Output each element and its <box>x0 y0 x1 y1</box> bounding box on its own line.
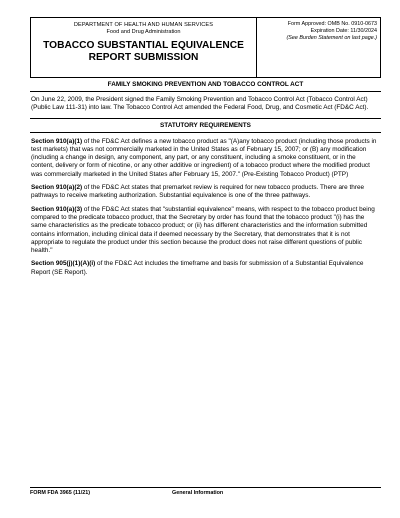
statutory-paragraph <box>30 260 381 277</box>
statutory-paragraph <box>30 184 381 201</box>
statutory-paragraph <box>30 138 381 179</box>
section-heading-statutory: STATUTORY REQUIREMENTS <box>30 118 381 133</box>
agency-name: Food and Drug Administration <box>106 29 181 35</box>
department-name: DEPARTMENT OF HEALTH AND HUMAN SERVICES <box>73 22 214 28</box>
form-header <box>30 17 381 78</box>
act-intro-text: On June 22, 2009, the President signed the Family Smoking Prevention and Tobacco Control Act (Tobacco Control Act) (Public Law 111-31) into law. The Tobacco Control Act amended the Federal Food, Drug, and Cosmetic Act (FD&C Act). <box>31 96 369 112</box>
omb-number: Form Approved: OMB No. 0910-0673 <box>287 21 377 27</box>
statutory-paragraph <box>30 206 381 256</box>
form-footer <box>30 487 381 496</box>
section-heading-act: FAMILY SMOKING PREVENTION AND TOBACCO CONTROL ACT <box>30 78 381 92</box>
section-ref: Section 910(a)(3) <box>31 205 83 213</box>
form-title-line1: TOBACCO SUBSTANTIAL EQUIVALENCE <box>43 40 244 51</box>
section-ref: Section 910(a)(1) <box>31 137 83 145</box>
paragraph-text: of the FD&C Act defines a new tobacco product as "(A)any tobacco product (including those products in test markets) that was not commercially marketed in the United States as of February 15, 2007; or (B) any modification (including a change in design, any component, any part, or any constituent, including a smoke constituent, or in the content, delivery or form of nicotine, or any other additive or ingredient) of a tobacco product where the modified product was commercially marketed in the United States after February 15, 2007." (Pre-Existing Tobacco Product) (PTP) <box>31 137 377 178</box>
form-number: FORM FDA 3965 (11/21) <box>30 490 91 496</box>
header-title-block <box>31 18 257 77</box>
form-title <box>31 40 256 63</box>
burden-note: (See Burden Statement on last page.) <box>286 35 377 41</box>
form-title-line2: REPORT SUBMISSION <box>88 51 199 63</box>
paragraph-text: of the FD&C Act includes the timeframe and basis for submission of a Substantial Equivalence Report (SE Report). <box>31 260 364 276</box>
paragraph-text: of the FD&C Act states that premarket review is required for new tobacco products. There are three pathways to receive marketing authorization. Substantial equivalence is one of the three pathways. <box>31 184 365 200</box>
form-page <box>30 17 381 277</box>
expiration-date: Expiration Date: 11/30/2024 <box>310 28 377 34</box>
page-label: General Information <box>172 490 224 496</box>
paragraph-text: of the FD&C Act states that "substantial equivalence" means, with respect to the tobacco product being compared to the predicate tobacco product, that the Secretary by order has found that the tobacco product "(i) has the same characteristics as the predicate tobacco product; or (ii) has different characteristics and the information submitted contains information, including clinical data if deemed necessary by the Secretary, that demonstrates that it is not appropriate to regulate the product under this section because the product does not raise different questions of public health." <box>31 205 375 255</box>
section-ref: Section 910(a)(2) <box>31 184 83 192</box>
section-ref: Section 905(j)(1)(A)(i) <box>31 260 96 268</box>
omb-block <box>257 18 380 77</box>
